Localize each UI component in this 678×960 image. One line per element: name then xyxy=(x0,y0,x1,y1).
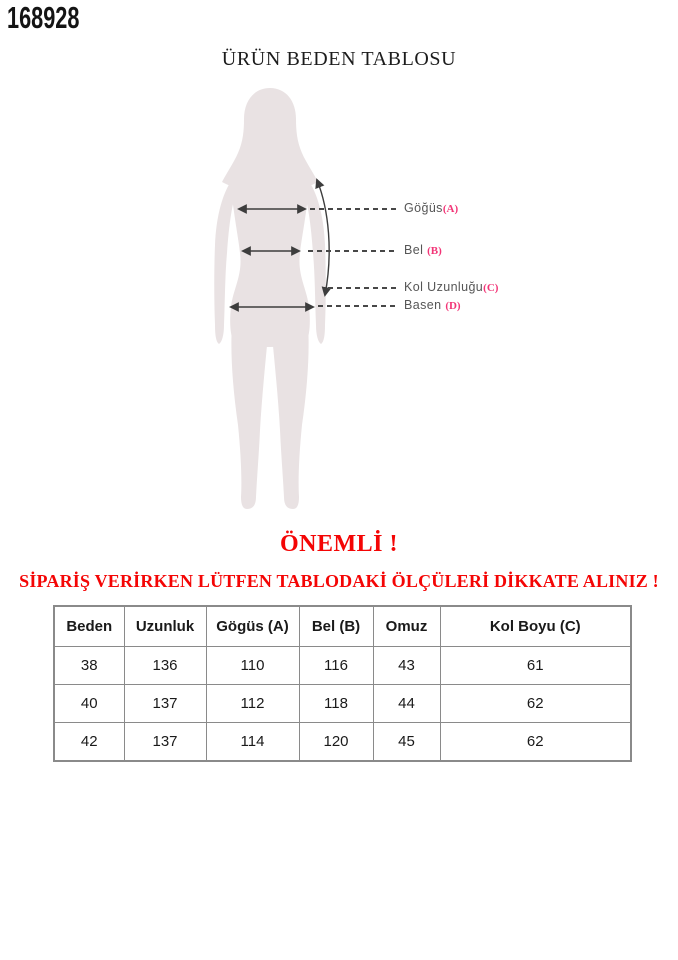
cell-gogus: 112 xyxy=(206,685,299,723)
label-arm-length: Kol Uzunluğu(C) xyxy=(404,280,499,294)
product-code: 168928 xyxy=(7,0,80,35)
cell-beden: 38 xyxy=(54,647,124,685)
cell-omuz: 45 xyxy=(373,723,440,762)
cell-bel: 120 xyxy=(299,723,373,762)
table-row xyxy=(54,723,631,762)
cell-beden: 40 xyxy=(54,685,124,723)
cell-bel: 116 xyxy=(299,647,373,685)
col-header-kol-boyu: Kol Boyu (C) xyxy=(440,606,631,647)
important-subheading: SİPARİŞ VERİRKEN LÜTFEN TABLODAKİ ÖLÇÜLERİ DİKKATE ALINIZ ! xyxy=(19,571,659,591)
cell-beden: 42 xyxy=(54,723,124,762)
dashed-leader-hip xyxy=(318,305,398,307)
col-header-bel: Bel (B) xyxy=(299,606,373,647)
cell-uzunluk: 137 xyxy=(124,685,206,723)
col-header-gogus: Gögüs (A) xyxy=(206,606,299,647)
cell-kol-boyu: 62 xyxy=(440,723,631,762)
col-header-omuz: Omuz xyxy=(373,606,440,647)
cell-uzunluk: 137 xyxy=(124,723,206,762)
cell-uzunluk: 136 xyxy=(124,647,206,685)
female-figure-shape xyxy=(214,88,326,509)
label-chest: Göğüs(A) xyxy=(404,201,459,215)
label-waist: Bel (B) xyxy=(404,243,442,257)
col-header-uzunluk: Uzunluk xyxy=(124,606,206,647)
label-chest-code: (A) xyxy=(442,203,459,215)
cell-bel: 118 xyxy=(299,685,373,723)
table-row xyxy=(54,685,631,723)
cell-omuz: 43 xyxy=(373,647,440,685)
label-waist-code: (B) xyxy=(427,245,442,257)
label-hip: Basen (D) xyxy=(404,298,461,312)
cell-gogus: 114 xyxy=(206,723,299,762)
col-header-beden: Beden xyxy=(54,606,124,647)
size-table xyxy=(53,605,632,762)
label-hip-code: (D) xyxy=(445,300,461,312)
dashed-leader-arm xyxy=(328,287,398,289)
table-row xyxy=(54,647,631,685)
cell-gogus: 110 xyxy=(206,647,299,685)
cell-kol-boyu: 61 xyxy=(440,647,631,685)
dashed-leader-waist xyxy=(308,250,398,252)
label-arm-length-code: (C) xyxy=(483,282,499,294)
body-silhouette-image xyxy=(185,85,355,515)
cell-kol-boyu: 62 xyxy=(440,685,631,723)
size-table-header-row xyxy=(54,606,631,647)
dashed-leader-chest xyxy=(310,208,398,210)
important-heading: ÖNEMLİ ! xyxy=(280,531,398,557)
cell-omuz: 44 xyxy=(373,685,440,723)
page-title: ÜRÜN BEDEN TABLOSU xyxy=(221,48,457,70)
